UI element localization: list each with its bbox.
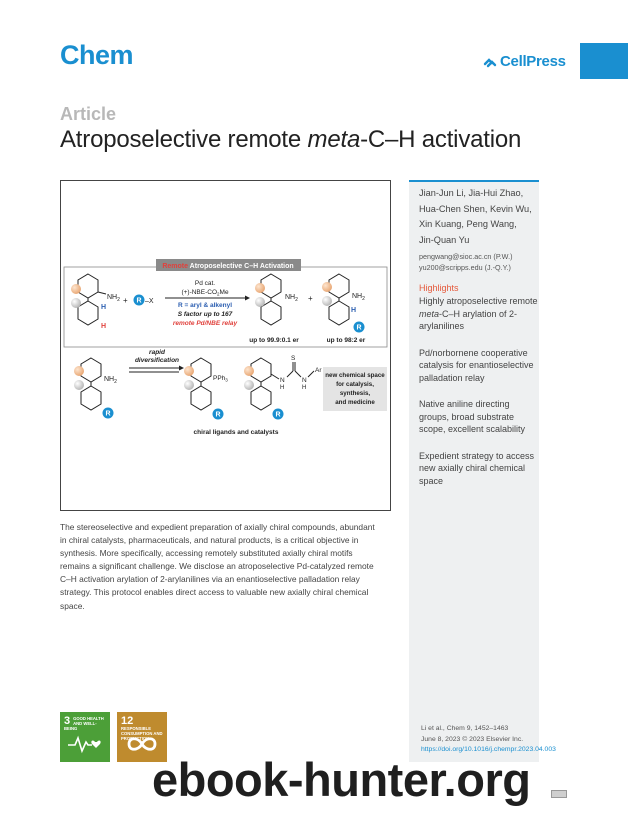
thiourea-n1: N xyxy=(280,377,285,384)
chemical-space-line-4: and medicine xyxy=(335,399,375,406)
pph3-label: PPh$_3$ xyxy=(213,375,228,383)
sdg-title: RESPONSIBLE CONSUMPTION AND PRODUCTION xyxy=(121,726,163,741)
watermark: ebook-hunter.org xyxy=(152,753,531,806)
er-product-2: up to 98:2 er xyxy=(326,337,366,344)
thiourea-n2: N xyxy=(302,377,307,384)
thiourea-bond xyxy=(308,371,314,377)
arylated-r-label: R xyxy=(105,410,111,418)
thiourea-derivative xyxy=(251,358,301,410)
banner-text: Remote Atroposelective C–H Activation xyxy=(162,263,294,270)
condition-s-factor: S factor up to 167 xyxy=(177,311,233,318)
product-2-r-label: R xyxy=(356,324,362,332)
sdg-badge-3 xyxy=(60,712,110,762)
author-emails xyxy=(419,252,534,273)
arylated-nh2: $NH_2$ xyxy=(104,376,117,385)
sdg-number: 12 xyxy=(121,715,134,727)
condition-scope: R = aryl & alkenyl xyxy=(177,302,233,309)
journal-name: Chem xyxy=(60,40,134,70)
thiourea-ball-orange xyxy=(244,366,254,376)
product-2-nh2: $NH_2$ xyxy=(352,293,365,302)
sdg-title: GOOD HEALTH AND WELL-BEING xyxy=(64,716,104,731)
email-line[interactable]: pengwang@sioc.ac.cn (P.W.) xyxy=(419,252,513,261)
author-list: Jian-Jun Li, Jia-Hui Zhao, Hua-Chen Shen, Kevin Wu, Xin Kuang, Peng Wang, Jin-Quan Yu xyxy=(419,188,532,245)
h-label-blue: H xyxy=(101,304,107,311)
thiourea-h2: H xyxy=(302,385,307,391)
er-product-1: up to 99.9:0.1 er xyxy=(249,337,299,344)
product-2-ball-orange xyxy=(322,282,332,292)
product-1-ball-gray xyxy=(255,297,265,307)
publisher-logo xyxy=(483,53,566,70)
product-2-h: H xyxy=(351,307,357,314)
sdg-number: 3 xyxy=(64,715,71,727)
plus-sign-2: + xyxy=(308,294,313,303)
thiourea-s: S xyxy=(291,355,296,362)
h-label-red: H xyxy=(101,323,107,330)
diversification-label: diversification xyxy=(134,357,180,364)
chemical-space-line-1: new chemical space xyxy=(325,372,385,379)
phosphine-ball-orange xyxy=(184,366,194,376)
chemical-space-line-2: for catalysis, xyxy=(336,381,374,388)
plus-sign: + xyxy=(123,296,128,305)
x-label: –X xyxy=(145,298,154,305)
chiral-caption: chiral ligands and catalysts xyxy=(193,429,279,436)
citation-block xyxy=(421,724,571,756)
arylated-molecule xyxy=(81,358,101,410)
highlight-item: Native aniline directing groups, broad substrate scope, excellent scalability xyxy=(419,399,526,434)
arylated-ball-orange xyxy=(74,366,84,376)
product-2-molecule xyxy=(329,274,349,325)
arrow-head xyxy=(245,296,250,301)
thiourea-h1: H xyxy=(280,385,285,391)
heartbeat-icon xyxy=(67,733,103,755)
arylated-ball-gray xyxy=(74,380,84,390)
doi-link[interactable]: https://doi.org/10.1016/j.chempr.2023.04.003 xyxy=(421,746,556,753)
highlight-item: Highly atroposelective remote meta-C–H arylation of 2-arylanilines xyxy=(419,296,538,331)
page-tab xyxy=(551,790,567,798)
email-line[interactable]: yu200@scripps.edu (J.-Q.Y.) xyxy=(419,262,511,272)
r-label: R xyxy=(136,297,142,305)
article-title: Atroposelective remote meta-C–H activation xyxy=(60,126,522,153)
rapid-label: rapid xyxy=(149,349,165,356)
arrow-head-2 xyxy=(179,366,184,371)
phosphine-r-label: R xyxy=(215,411,221,419)
highlight-item: Expedient strategy to access new axially chiral chemical space xyxy=(419,450,535,486)
phosphine-derivative xyxy=(191,358,211,410)
phosphine-ball-gray xyxy=(184,380,194,390)
article-type: Article xyxy=(60,104,117,124)
chemical-space-line-3: synthesis, xyxy=(339,390,371,397)
nh2-label: $NH_2$ xyxy=(107,294,120,303)
highlight-item: Pd/norbornene cooperative catalysis for enantioselective palladation relay xyxy=(419,347,534,383)
highlights-list xyxy=(419,295,541,501)
condition-relay: remote Pd/NBE relay xyxy=(172,320,238,327)
highlights-heading: Highlights xyxy=(419,283,459,293)
reaction-scheme xyxy=(61,181,390,510)
publisher-name: CellPress xyxy=(500,53,566,70)
citation-reference: Li et al., Chem 9, 1452–1463 xyxy=(421,725,509,732)
graphical-abstract xyxy=(60,180,391,511)
aryl-ball-gray xyxy=(71,298,81,308)
citation-date: June 8, 2023 © 2023 Elsevier Inc. xyxy=(421,735,524,743)
cellpress-icon xyxy=(483,55,497,69)
condition-nbe: $(+)-NBE-CO_2Me$ xyxy=(181,289,229,297)
thiourea-ball-gray xyxy=(244,380,254,390)
abstract-text: The stereoselective and expedient preparation of axially chiral compounds, abundant in chiral catalysts, pharmaceuticals, and natural products, is a critical objective in synthesis. More specifically, accessing remotely substituted axially chiral motifs remains a significant challenge. We disclose an atroposelective Pd-catalyzed remote C–H activation arylation of 2-arylanilines via an enantioselective palladation relay strategy. This protocol enables direct access to valuable new axially chiral chemical space. xyxy=(60,522,375,611)
aryl-ball-orange xyxy=(71,284,81,294)
product-2-ball-gray xyxy=(322,296,332,306)
product-1-ball-orange xyxy=(255,283,265,293)
thiourea-r-label: R xyxy=(275,411,281,419)
corner-color-block xyxy=(580,43,628,79)
product-1-nh2: $NH_2$ xyxy=(285,294,298,303)
substrate-molecule xyxy=(78,274,106,325)
condition-catalyst: Pd cat. xyxy=(194,280,216,287)
thiourea-ar: Ar xyxy=(315,367,322,374)
